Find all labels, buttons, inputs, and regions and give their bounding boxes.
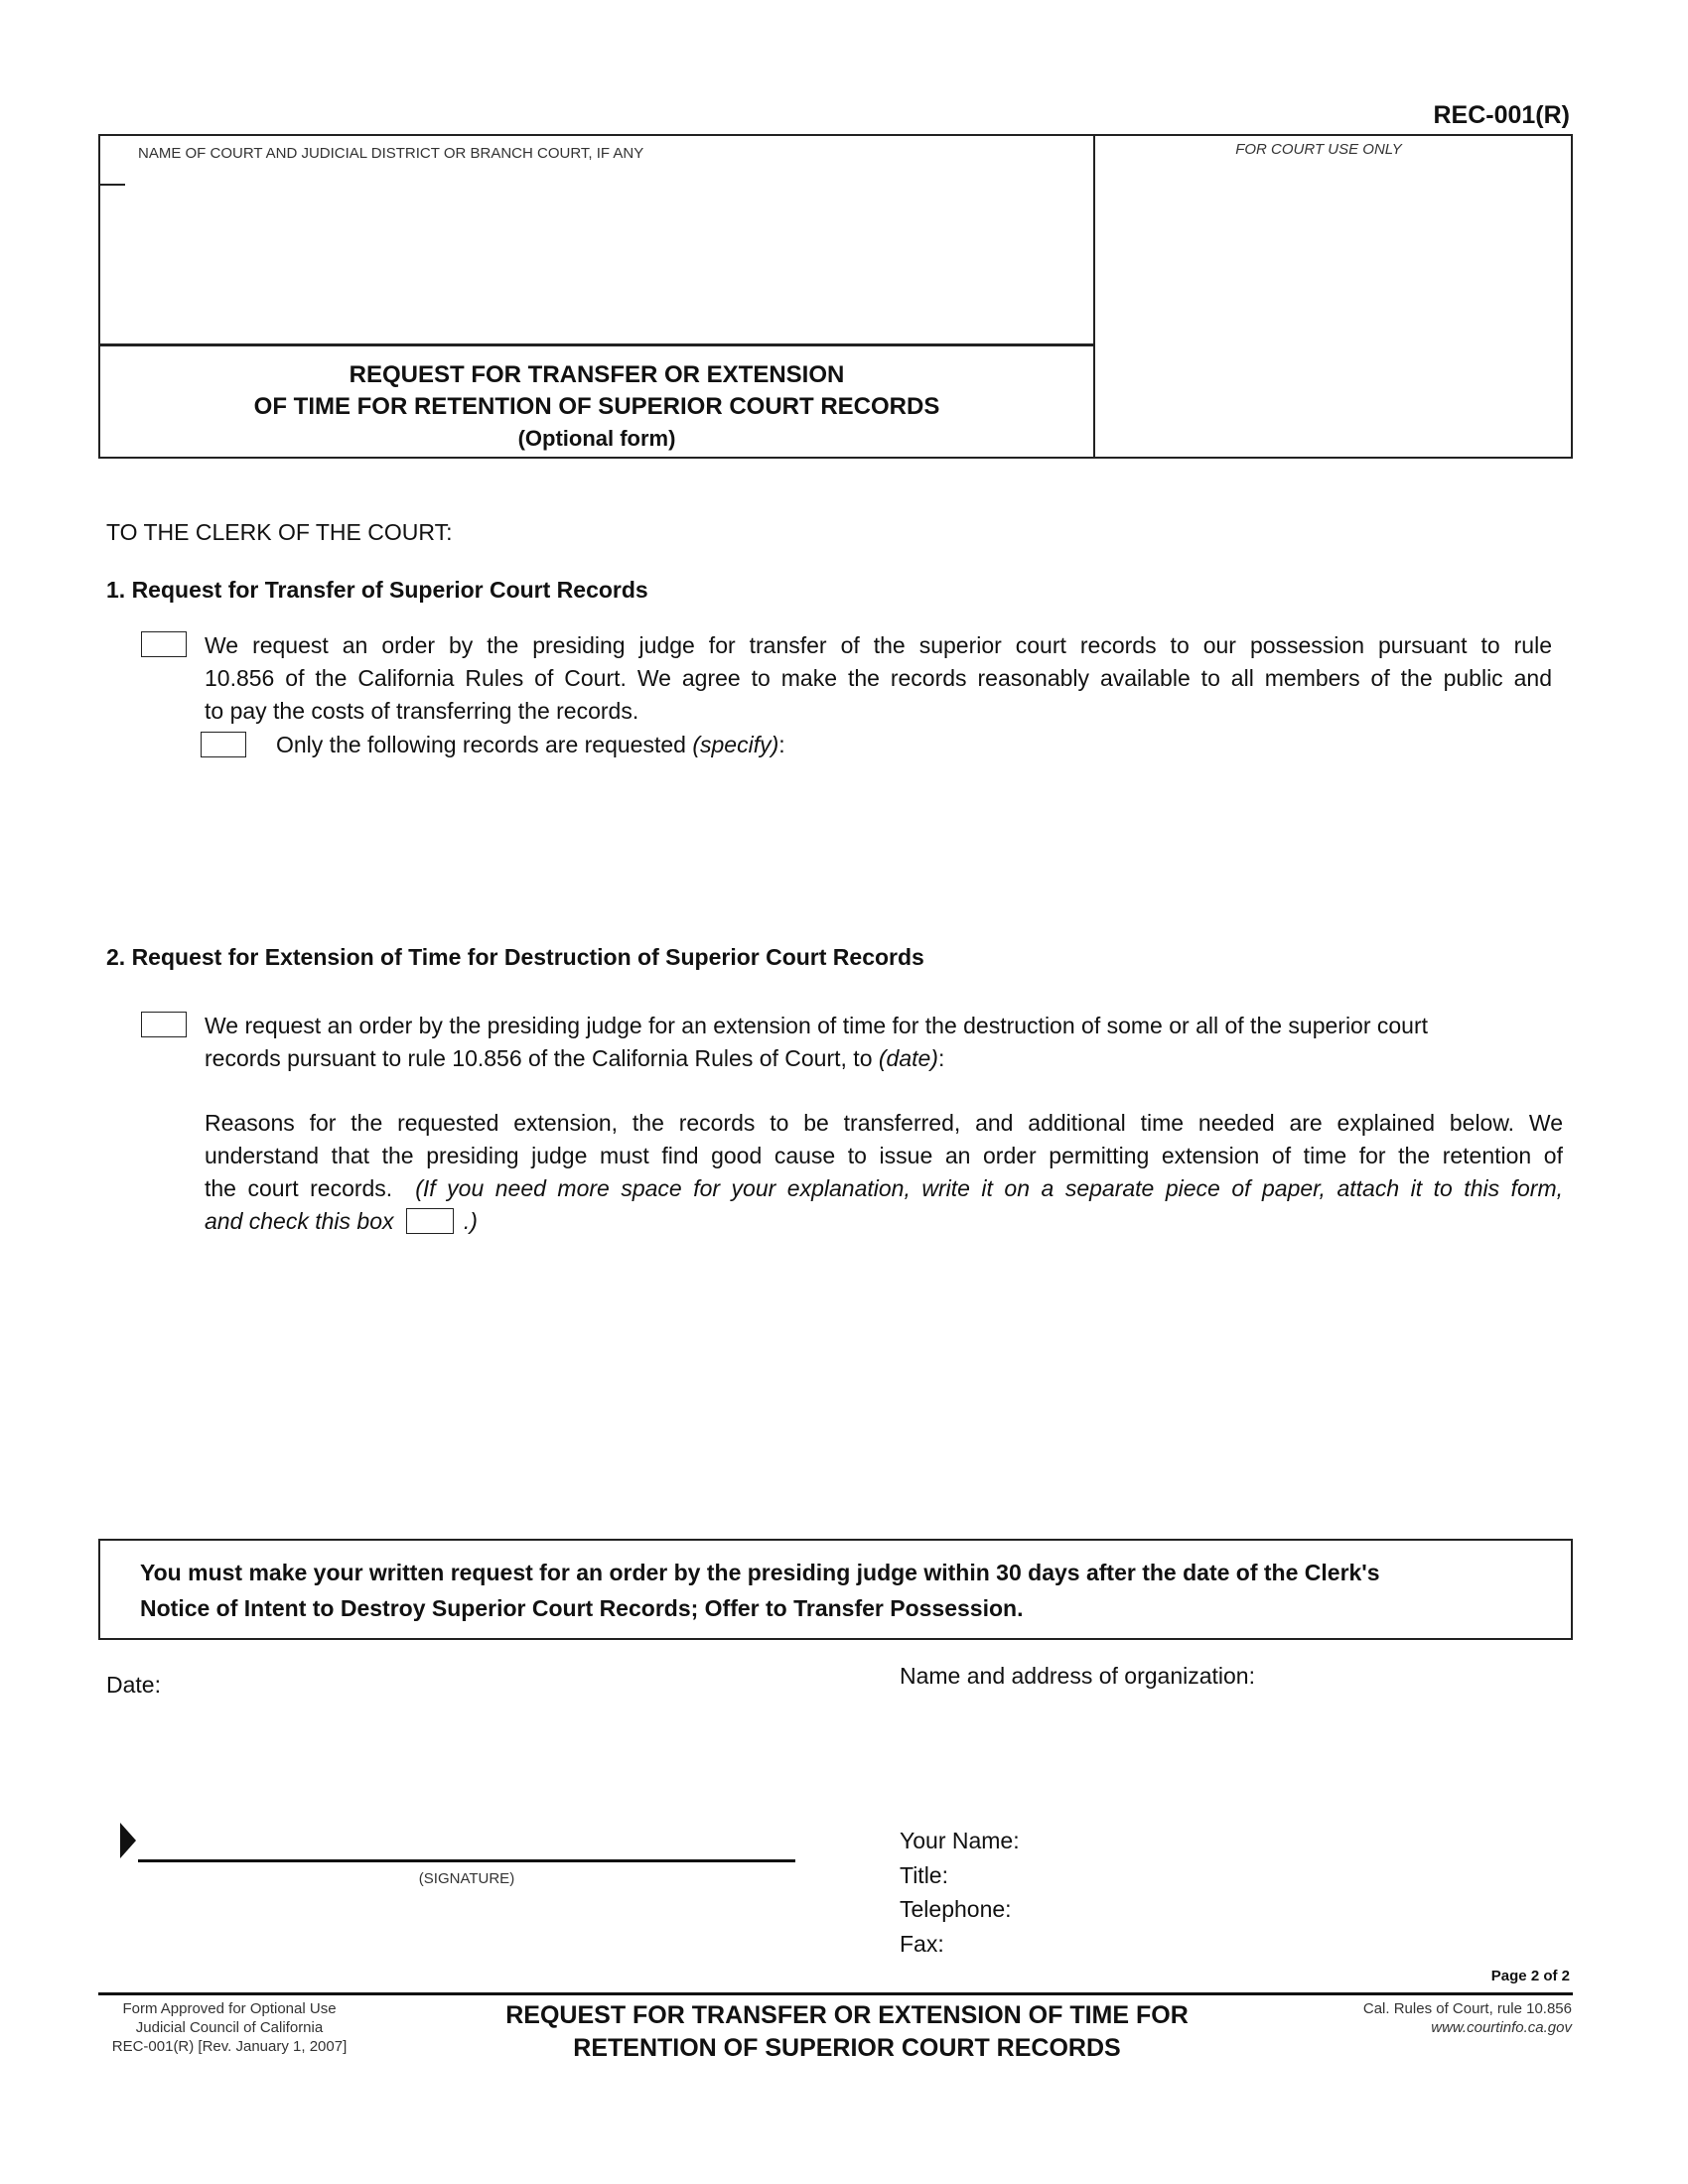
form-subtitle: (Optional form) xyxy=(517,426,676,451)
form-title-line1: REQUEST FOR TRANSFER OR EXTENSION xyxy=(349,361,845,388)
footer-title xyxy=(427,1999,1267,2065)
footer-title-line2: RETENTION OF SUPERIOR COURT RECORDS xyxy=(573,2034,1121,2062)
footer-right xyxy=(1363,1999,1572,2037)
footer-left-line: Judicial Council of California xyxy=(135,2019,324,2036)
specify-italic: (specify) xyxy=(692,732,779,757)
footer-rule-citation: Cal. Rules of Court, rule 10.856 xyxy=(1362,2000,1572,2017)
attachment-checkbox[interactable] xyxy=(406,1208,454,1234)
section2-heading: 2. Request for Extension of Time for Destruction of Superior Court Records xyxy=(106,944,924,970)
reasons-line xyxy=(205,1205,1563,1238)
form-title xyxy=(100,359,1093,455)
notice-line2: Notice of Intent to Destroy Superior Court Records; Offer to Transfer Possession. xyxy=(140,1595,1024,1621)
signature-arrow-icon xyxy=(120,1823,136,1858)
specify-records-checkbox[interactable] xyxy=(201,732,246,757)
check-box-end: .) xyxy=(463,1208,478,1234)
court-use-label: FOR COURT USE ONLY xyxy=(1235,141,1402,158)
section2-line: We request an order by the presiding judge for an extension of time for the destruction of some or all of the superior court xyxy=(205,1013,1429,1038)
footer-left-line: Form Approved for Optional Use xyxy=(122,2000,337,2017)
section1-line: 10.856 of the California Rules of Court. We agree to make the records reasonably available to all members of the public and xyxy=(205,665,1552,691)
section1-line: We request an order by the presiding judge for transfer of the superior court records to our possession pursuant to rule xyxy=(205,632,1552,658)
reasons-line: Reasons for the requested extension, the records to be transferred, and additional time needed are explained below. We xyxy=(205,1110,1563,1136)
section1-heading: 1. Request for Transfer of Superior Court Records xyxy=(106,577,648,603)
salutation: TO THE CLERK OF THE COURT: xyxy=(106,519,453,545)
court-name-label: NAME OF COURT AND JUDICIAL DISTRICT OR BRANCH COURT, IF ANY xyxy=(138,145,644,162)
section2-line-text: records pursuant to rule 10.856 of the California Rules of Court, to xyxy=(205,1045,873,1071)
reasons-line: understand that the presiding judge must find good cause to issue an order permitting extension of time for the retention of xyxy=(205,1143,1563,1168)
org-label: Name and address of organization: xyxy=(900,1663,1255,1689)
footer-left-line: REC-001(R) [Rev. January 1, 2007] xyxy=(111,2038,348,2055)
signature-label: (SIGNATURE) xyxy=(418,1870,515,1887)
specify-records-field[interactable] xyxy=(276,769,1547,928)
date-label: Date: xyxy=(106,1672,161,1698)
section1-paragraph xyxy=(205,629,1552,728)
contact-fields[interactable] xyxy=(1033,1824,1559,1963)
footer-rule xyxy=(98,1992,1573,1995)
page-number: Page 2 of 2 xyxy=(1490,1968,1570,1984)
title-label: Title: xyxy=(900,1861,948,1888)
footer-website-link[interactable]: www.courtinfo.ca.gov xyxy=(1431,2019,1572,2036)
signature-line[interactable] xyxy=(138,1859,795,1862)
section2-line: records pursuant to rule 10.856 of the California Rules of Court, to (date): xyxy=(205,1045,945,1071)
org-field[interactable] xyxy=(900,1698,1565,1817)
title-divider xyxy=(98,343,1095,346)
transfer-checkbox[interactable] xyxy=(141,631,187,657)
specify-records-label xyxy=(276,729,785,761)
notice-line1: You must make your written request for an order by the presiding judge within 30 days after the date of the Clerk's xyxy=(140,1560,1380,1585)
reasons-italic: (If you need more space for your explanation, write it on a separate piece of paper, attach it to this form, xyxy=(415,1175,1563,1201)
telephone-label: Telephone: xyxy=(900,1896,1012,1922)
specify-colon: : xyxy=(778,732,785,757)
check-box-text: and check this box xyxy=(205,1208,394,1234)
reasons-paragraph xyxy=(205,1107,1563,1238)
reasons-field[interactable] xyxy=(205,1241,1555,1509)
form-title-line2: OF TIME FOR RETENTION OF SUPERIOR COURT RECORDS xyxy=(253,393,940,420)
footer-title-line1: REQUEST FOR TRANSFER OR EXTENSION OF TIME FOR xyxy=(505,2001,1189,2029)
reasons-text: the court records. xyxy=(205,1175,393,1201)
reasons-line xyxy=(205,1172,1563,1205)
section2-paragraph xyxy=(205,1010,1552,1075)
header-divider xyxy=(1093,134,1095,457)
date-italic: (date) xyxy=(878,1045,938,1071)
court-name-field[interactable] xyxy=(139,179,1082,338)
form-number: REC-001(R) xyxy=(1433,101,1570,129)
date-field[interactable] xyxy=(179,1668,774,1702)
contact-labels xyxy=(900,1824,1020,1961)
footer-left xyxy=(90,1999,368,2056)
fax-label: Fax: xyxy=(900,1930,944,1957)
your-name-label: Your Name: xyxy=(900,1828,1020,1853)
court-name-marker xyxy=(99,184,125,186)
section1-line: to pay the costs of transferring the records. xyxy=(205,698,639,724)
extension-checkbox[interactable] xyxy=(141,1012,187,1037)
notice-text xyxy=(140,1555,1380,1626)
specify-text: Only the following records are requested xyxy=(276,732,686,757)
